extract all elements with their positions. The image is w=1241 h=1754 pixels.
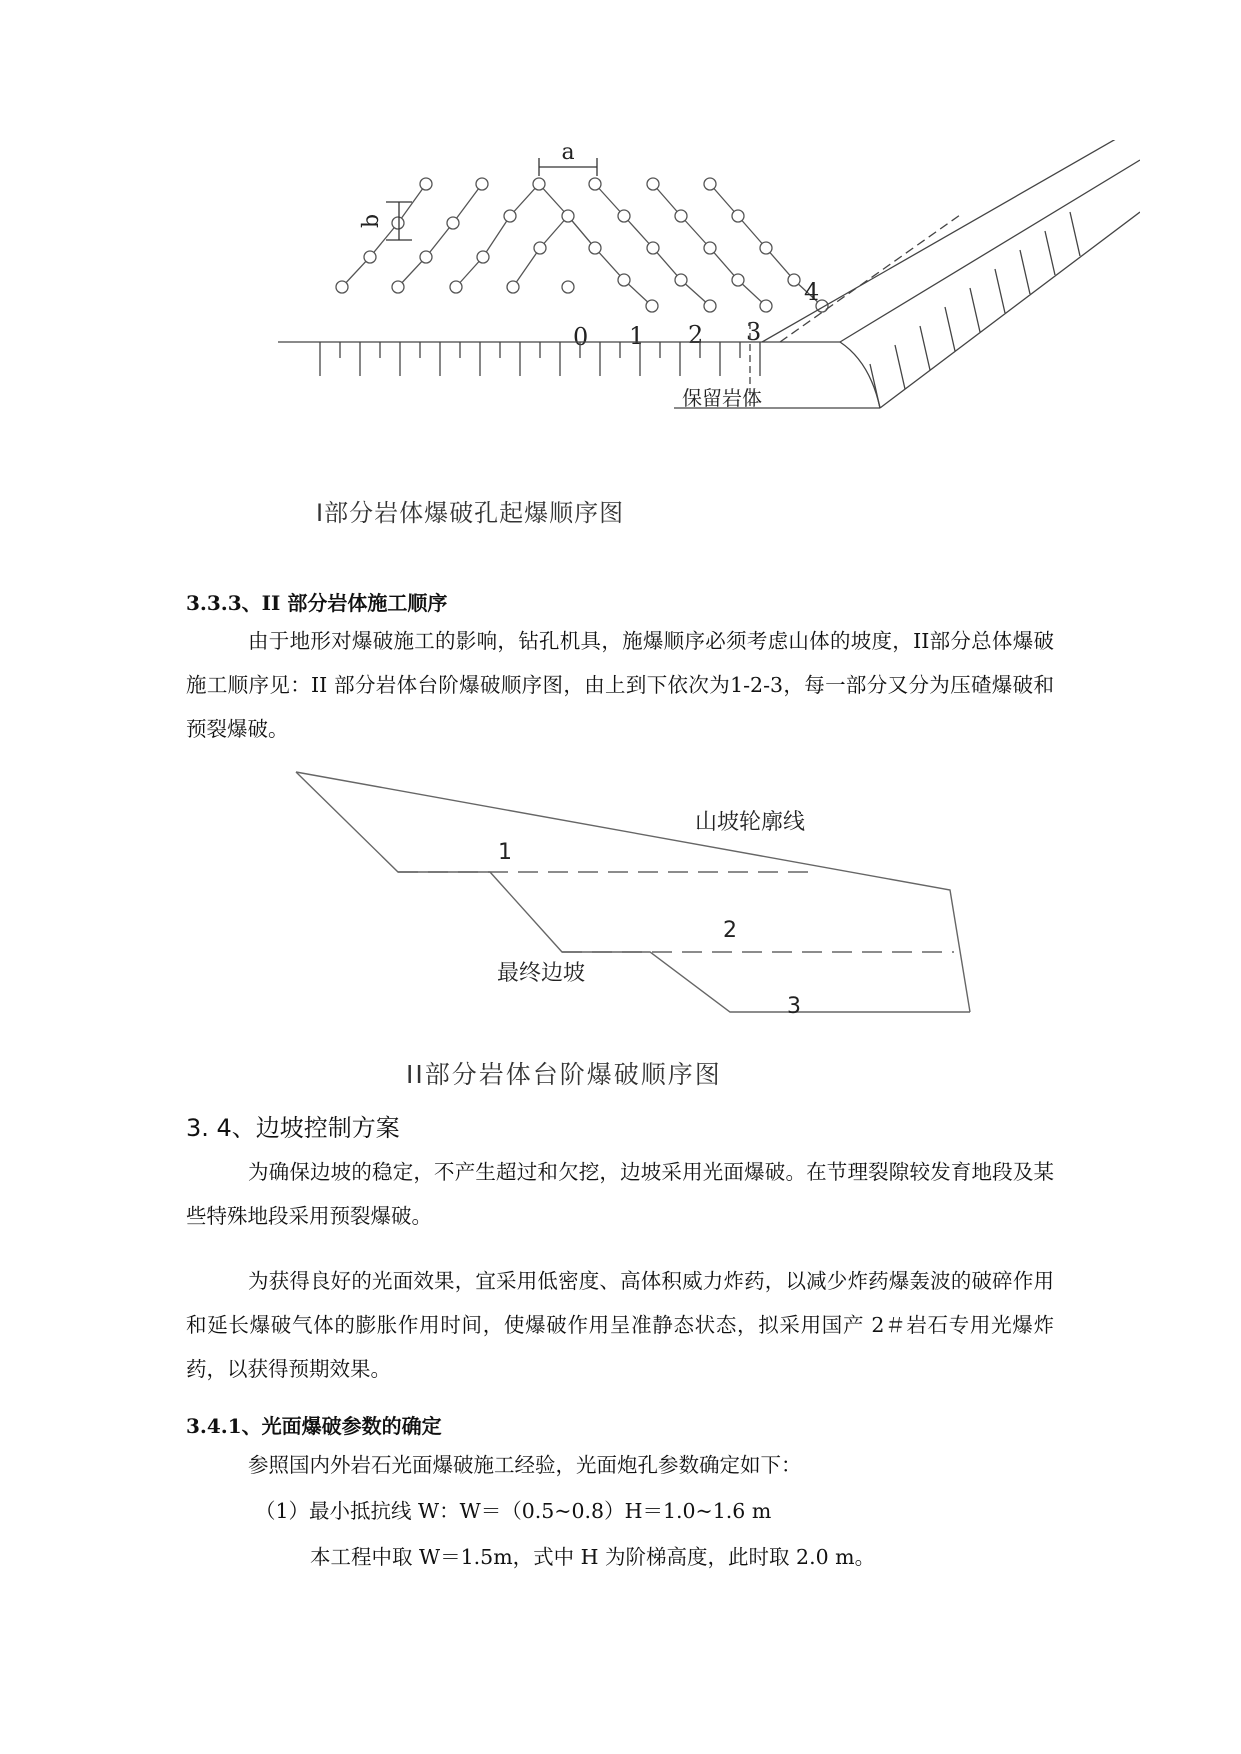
blast-hole-diagram — [270, 140, 1140, 470]
paragraph-3-3-3: 由于地形对爆破施工的影响，钻孔机具，施爆顺序必须考虑山体的坡度，II部分总体爆破施工顺序见：II 部分岩体台阶爆破顺序图，由上到下依次为1-2-3，每一部分又分为压碴爆破和预裂爆破。 — [186, 629, 1054, 741]
retained-rock-slope — [674, 140, 1140, 410]
row-label-0: 0 — [573, 323, 589, 351]
rock-hatch — [970, 288, 980, 332]
blast-hole — [450, 281, 462, 293]
blast-hole — [618, 210, 630, 222]
blast-hole — [589, 242, 601, 254]
hole-row-line-2 — [456, 184, 652, 306]
row-label-1: 1 — [629, 322, 645, 350]
rock-hatch — [995, 269, 1005, 313]
figure-bench-sequence — [290, 762, 980, 1022]
paragraph-3-4-1-intro: 参照国内外岩石光面爆破施工经验，光面炮孔参数确定如下： — [248, 1453, 802, 1477]
blast-hole — [392, 217, 404, 229]
blast-hole — [704, 178, 716, 190]
figure-blast-hole-sequence — [270, 140, 1140, 470]
blast-hole — [562, 281, 574, 293]
bench-blast-diagram — [290, 762, 980, 1022]
blast-hole — [618, 274, 630, 286]
hole-row-line-0 — [342, 184, 426, 287]
zone-label-3: 3 — [787, 994, 801, 1019]
blast-hole — [507, 281, 519, 293]
retained-rock-label: 保留岩体 — [682, 386, 762, 410]
blast-hole — [732, 210, 744, 222]
blast-hole — [534, 242, 546, 254]
rock-hatch — [1020, 250, 1030, 294]
figure1-caption: I部分岩体爆破孔起爆顺序图 — [316, 499, 625, 527]
row-label-3: 3 — [746, 318, 762, 346]
blast-hole — [704, 300, 716, 312]
rock-hatch — [920, 326, 930, 370]
blast-hole — [675, 274, 687, 286]
rock-hatch — [1070, 212, 1080, 256]
blast-hole — [562, 210, 574, 222]
blast-hole — [647, 178, 659, 190]
blast-hole — [477, 251, 489, 263]
blast-hole — [364, 251, 376, 263]
final-slope-label: 最终边坡 — [497, 961, 586, 986]
blast-hole — [392, 281, 404, 293]
blast-hole — [646, 300, 658, 312]
blast-hole — [476, 178, 488, 190]
rock-hatch — [870, 364, 880, 408]
zone-label-1: 1 — [498, 840, 512, 865]
blast-hole — [420, 251, 432, 263]
heading-3-3-3: 3.3.3、II 部分岩体施工顺序 — [186, 591, 448, 615]
item-1-min-burden: （1）最小抵抗线 W：W＝（0.5~0.8）H＝1.0~1.6 m — [255, 1499, 772, 1523]
row-label-4: 4 — [804, 278, 820, 306]
hill-profile-label: 山坡轮廓线 — [695, 810, 806, 835]
blast-hole — [447, 217, 459, 229]
blast-hole — [732, 274, 744, 286]
blast-hole — [788, 274, 800, 286]
blast-hole — [675, 210, 687, 222]
blast-hole — [504, 210, 516, 222]
dimension-b — [386, 202, 412, 240]
paragraph-3-4-b: 为获得良好的光面效果，宜采用低密度、高体积威力炸药，以减少炸药爆轰波的破碎作用和延长爆破气体的膨胀作用时间，使爆破作用呈准静态状态，拟采用国产 2＃岩石专用光爆炸药，以获得预期效果。 — [186, 1269, 1054, 1381]
rock-hatch — [945, 307, 955, 351]
label-a: a — [561, 140, 575, 165]
label-b: b — [359, 213, 384, 229]
blast-hole — [336, 281, 348, 293]
rock-hatch — [895, 345, 905, 389]
blast-hole — [589, 178, 601, 190]
blast-hole — [704, 242, 716, 254]
blast-hole — [420, 178, 432, 190]
final-slope-line — [296, 772, 970, 1012]
blast-hole — [760, 242, 772, 254]
rock-hatch — [1045, 231, 1055, 275]
blast-hole — [760, 300, 772, 312]
blast-hole — [647, 242, 659, 254]
paragraph-3-4-a: 为确保边坡的稳定，不产生超过和欠挖，边坡采用光面爆破。在节理裂隙较发育地段及某些特殊地段采用预裂爆破。 — [186, 1160, 1054, 1228]
item-1-note: 本工程中取 W＝1.5m，式中 H 为阶梯高度，此时取 2.0 m。 — [310, 1545, 876, 1569]
hill-profile-line — [296, 772, 970, 1012]
figure2-caption: II部分岩体台阶爆破顺序图 — [406, 1060, 722, 1089]
heading-3-4-1: 3.4.1、光面爆破参数的确定 — [186, 1414, 442, 1438]
blast-hole — [533, 178, 545, 190]
row-label-2: 2 — [688, 321, 704, 349]
zone-label-2: 2 — [723, 918, 737, 943]
heading-3-4: 3. 4、边坡控制方案 — [186, 1114, 400, 1142]
